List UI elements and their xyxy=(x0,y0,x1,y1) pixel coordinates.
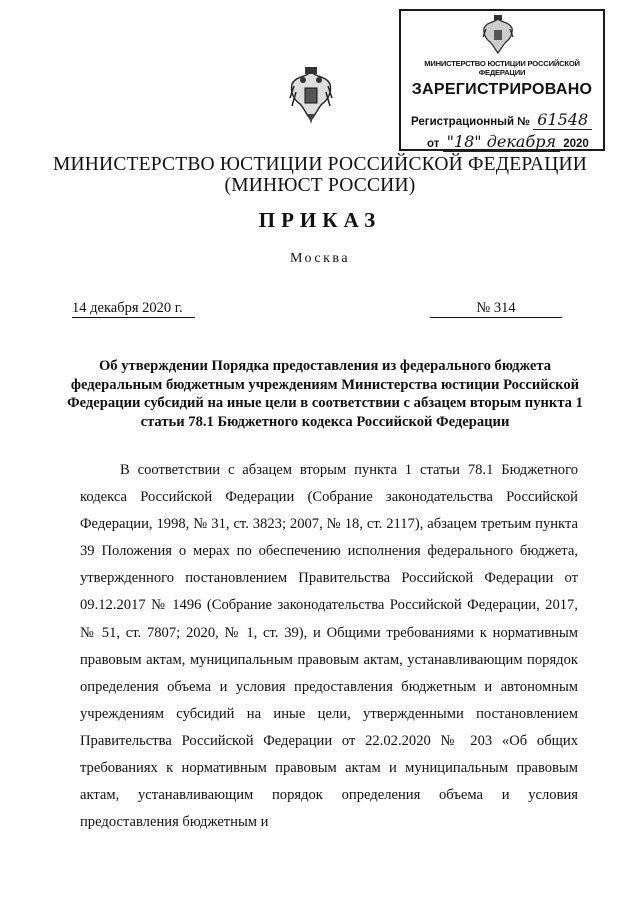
stamp-date-prefix: от xyxy=(427,138,440,150)
document-date: 14 декабря 2020 г. xyxy=(72,300,195,318)
stamp-reg-number: 61548 xyxy=(533,110,592,130)
state-emblem-icon xyxy=(288,66,334,126)
ministry-name: МИНИСТЕРСТВО ЮСТИЦИИ РОССИЙСКОЙ ФЕДЕРАЦИИ xyxy=(52,154,588,175)
document-number: № 314 xyxy=(430,300,562,318)
document-body: В соответствии с абзацем вторым пункта 1 статьи 78.1 Бюджетного кодекса Российской Федерации (Собрание законодательства Российской Федерации, 1998, № 31, ст. 3823; 2007, № 18, ст. 2117), абзацем третьим пункта 39 Положения о мерах по обеспечению исполнения федерального бюджета, утвержденного постановлением Правительства Российской Федерации от 09.12.2017 № 1496 (Собрание законодательства Российской Федерации, 2017, № 51, ст. 7807; 2020, № 1, ст. 39), и Общими требованиями к нормативным правовым актам, муниципальным правовым актам, устанавливающим порядок определения объема и условия предоставления бюджетным и автономным учреждениям субсидий на иные цели, утвержденными постановлением Правительства Российской Федерации от 22.02.2020 № 203 «Об общих требованиях к нормативным правовым актам и муниципальным правовым актам, устанавливающим порядок определения объема и условия предоставления бюджетным и xyxy=(80,462,578,831)
document-subject: Об утверждении Порядка предоставления из федерального бюджета федеральным бюджетным учреждениям Министерства юстиции Российской Федерации субсидий на иные цели в соответствии с абзацем вторым пункта 1 статьи 78.1 Бюджетного кодекса Российской Федерации xyxy=(67,358,583,430)
stamp-reg-number-line xyxy=(411,110,592,129)
ministry-short-name: (МИНЮСТ РОССИИ) xyxy=(224,175,416,196)
stamp-registered: ЗАРЕГИСТРИРОВАНО xyxy=(411,81,593,98)
stamp-emblem-icon xyxy=(481,15,515,55)
ministry-title xyxy=(0,154,640,196)
stamp-reg-year: 2020 xyxy=(563,138,589,150)
stamp-reg-date: "18" декабря xyxy=(443,132,560,152)
registration-stamp xyxy=(399,9,605,151)
stamp-reg-date-line xyxy=(427,132,589,151)
document-city: Москва xyxy=(289,251,351,266)
document-type: ПРИКАЗ xyxy=(258,208,382,232)
stamp-ministry: МИНИСТЕРСТВО ЮСТИЦИИ РОССИЙСКОЙ ФЕДЕРАЦИИ xyxy=(424,59,580,77)
stamp-reg-label: Регистрационный № xyxy=(411,116,531,128)
